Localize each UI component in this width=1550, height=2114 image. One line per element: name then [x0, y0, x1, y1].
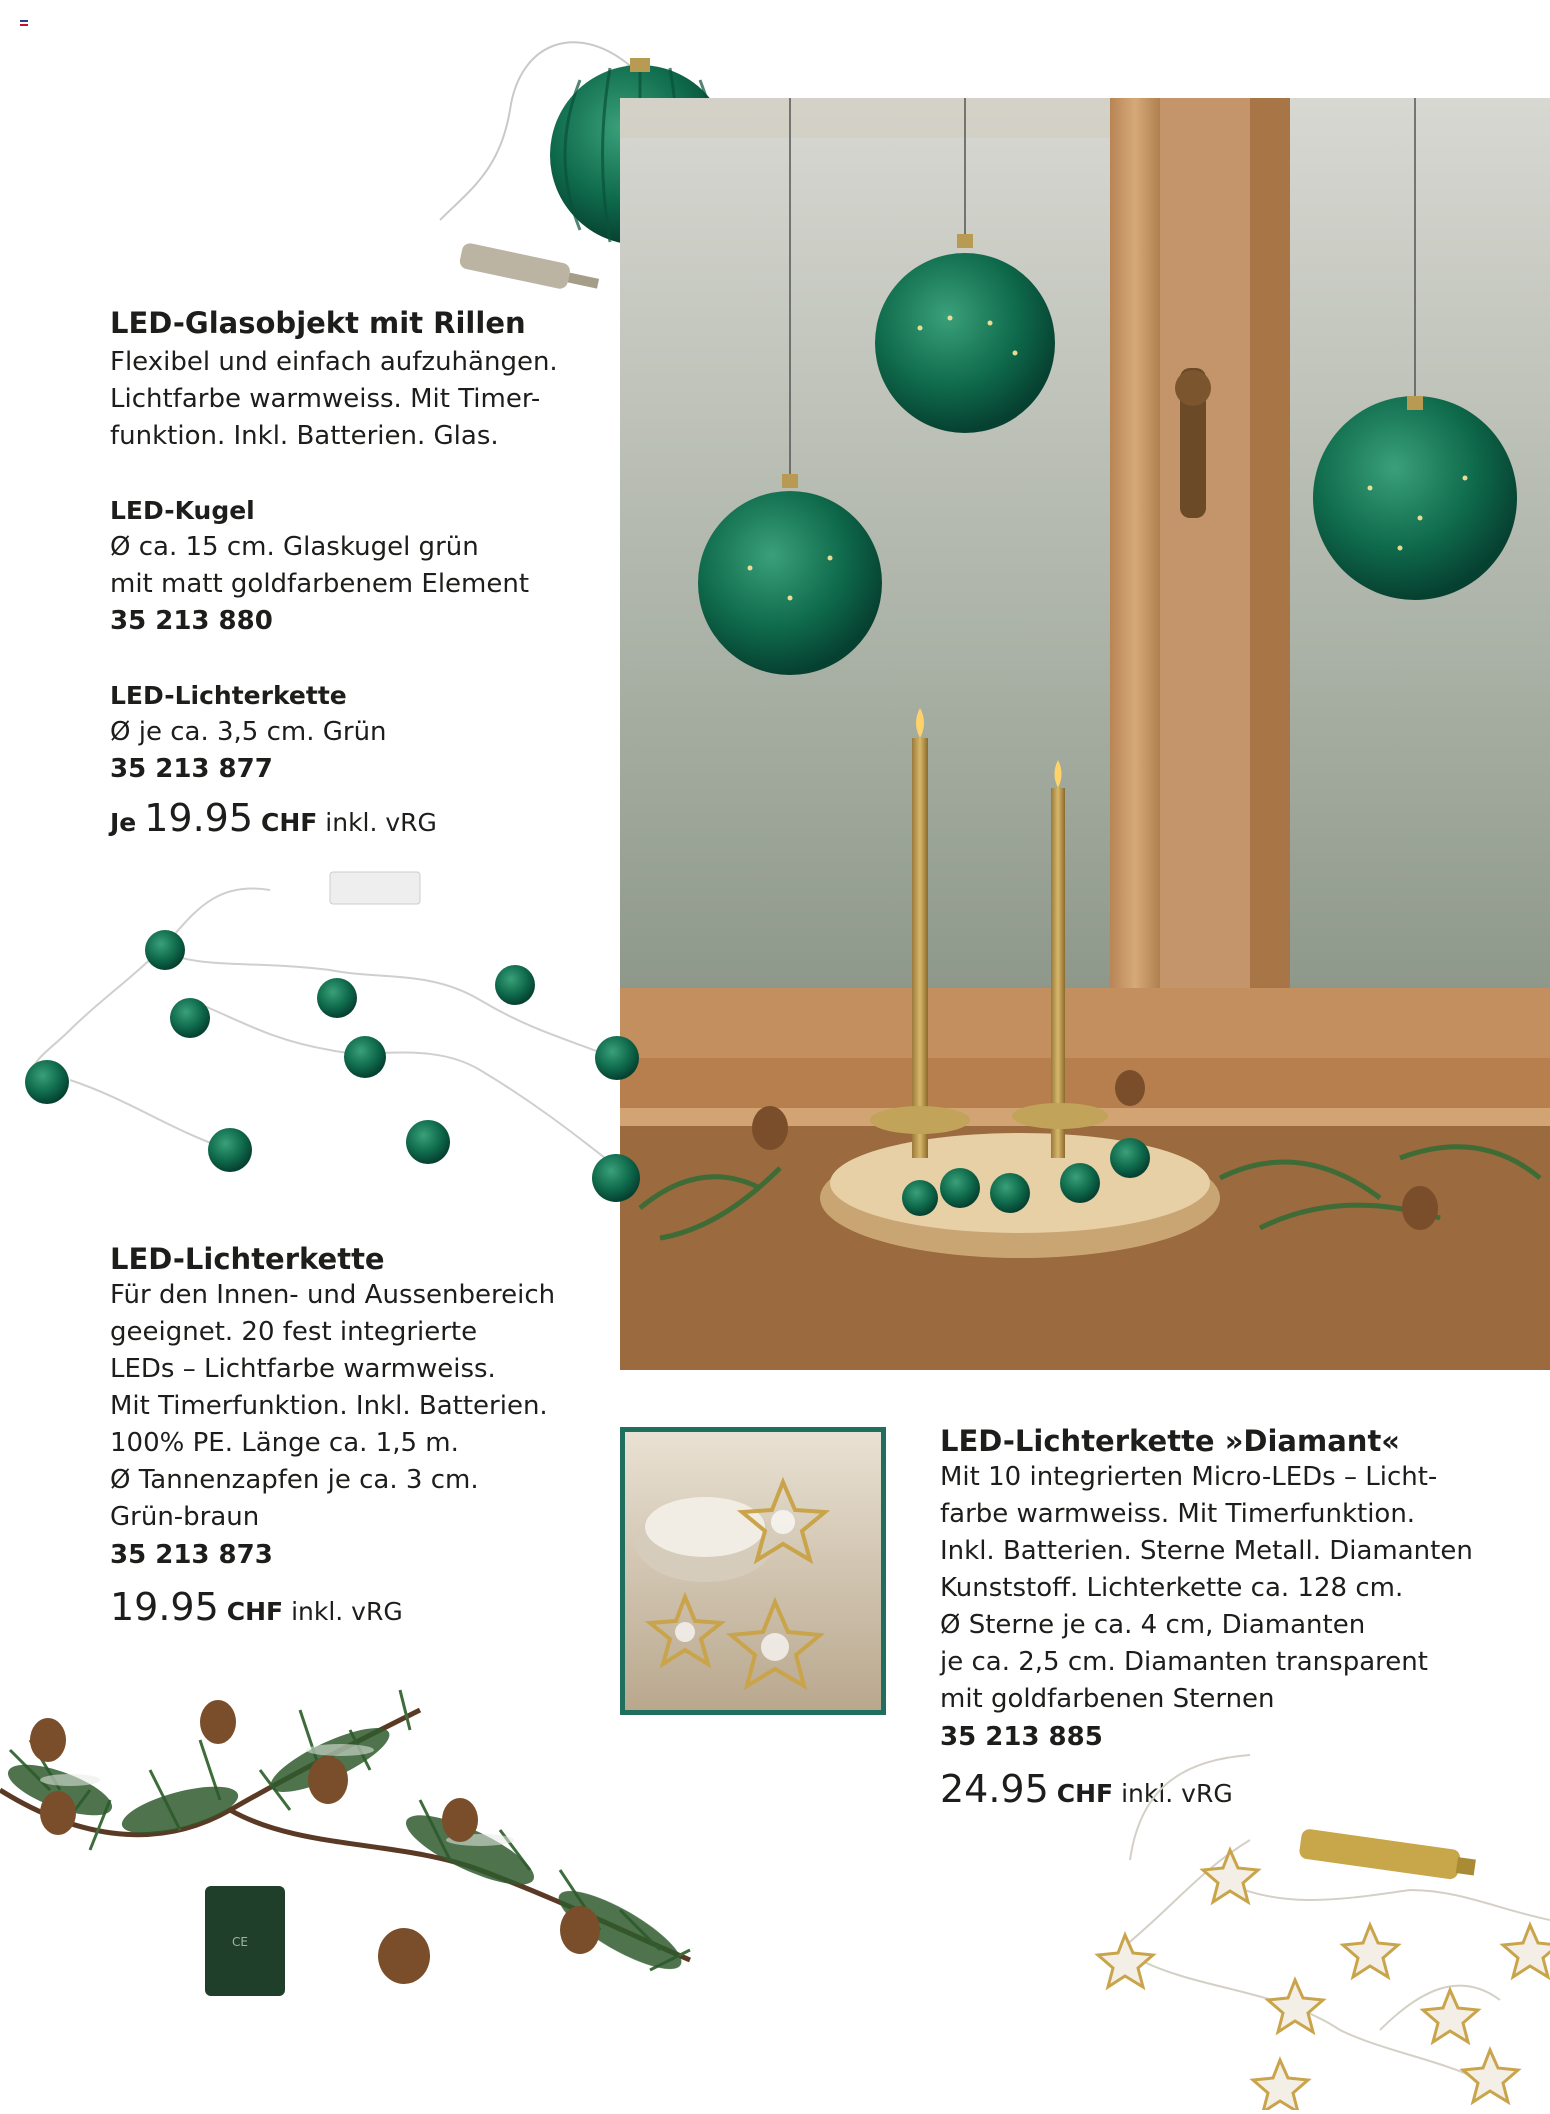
product3-title: LED-Lichterkette »Diamant«: [940, 1424, 1401, 1458]
product2-description-line: Für den Innen- und Aussenbereich: [110, 1280, 556, 1310]
product2-title: LED-Lichterkette: [110, 1242, 385, 1276]
product2-description-line: Ø Tannenzapfen je ca. 3 cm.: [110, 1465, 479, 1495]
product1-variant2-art-no: 35 213 877: [110, 754, 273, 784]
product2-description-line: LEDs – Lichtfarbe warmweiss.: [110, 1354, 496, 1384]
product1-price-currency: CHF: [260, 808, 318, 837]
product3-description-line: Mit 10 integrierten Micro-LEDs – Licht-: [940, 1462, 1438, 1492]
pine-garland-product-image: [0, 1650, 720, 2020]
star-lights-product-image: [1080, 1740, 1550, 2110]
product1-variant1-details: [110, 529, 529, 603]
product2-price-value: 19.95: [110, 1585, 219, 1629]
product1-price: [110, 796, 437, 840]
product1-description: [110, 344, 558, 455]
product3-art-no: 35 213 885: [940, 1722, 1103, 1752]
product2-description: [110, 1277, 555, 1536]
product1-price-suffix: inkl. vRG: [325, 808, 437, 837]
product2-price-suffix: inkl. vRG: [291, 1597, 403, 1626]
product3-description-line: Inkl. Batterien. Sterne Metall. Diamanten: [940, 1536, 1473, 1566]
product1-variant2-name: LED-Lichterkette: [110, 681, 347, 710]
led-string-lights-product-image: [10, 860, 650, 1220]
diamond-lights-inset-image: [620, 1427, 886, 1715]
product2-art-no: 35 213 873: [110, 1540, 273, 1570]
window-scene-photo: [620, 98, 1550, 1370]
product1-title: LED-Glasobjekt mit Rillen: [110, 306, 526, 340]
product1-variant1-line: mit matt goldfarbenem Element: [110, 569, 530, 599]
product1-description-line: Flexibel und einfach aufzuhängen.: [110, 347, 558, 377]
product1-variant2-line: Ø je ca. 3,5 cm. Grün: [110, 717, 387, 747]
product3-description: [940, 1459, 1473, 1718]
product1-variant1-name: LED-Kugel: [110, 496, 255, 525]
product3-price-suffix: inkl. vRG: [1121, 1779, 1233, 1808]
product1-variant1-line: Ø ca. 15 cm. Glaskugel grün: [110, 532, 479, 562]
product1-variant2-details: [110, 714, 387, 751]
product1-description-line: Lichtfarbe warmweiss. Mit Timer-: [110, 384, 541, 414]
product1-price-value: 19.95: [144, 796, 254, 840]
flag-mark: [20, 20, 28, 26]
product2-price-currency: CHF: [226, 1597, 284, 1626]
product1-variant1-art-no: 35 213 880: [110, 606, 273, 636]
product3-description-line: farbe warmweiss. Mit Timerfunktion.: [940, 1499, 1416, 1529]
product2-description-line: Grün-braun: [110, 1502, 260, 1532]
product1-description-line: funktion. Inkl. Batterien. Glas.: [110, 421, 499, 451]
product2-description-line: Mit Timerfunktion. Inkl. Batterien.: [110, 1391, 548, 1421]
product1-price-prefix: Je: [110, 808, 137, 837]
product3-description-line: Kunststoff. Lichterkette ca. 128 cm.: [940, 1573, 1404, 1603]
product3-price-value: 24.95: [940, 1767, 1049, 1811]
product2-price: [110, 1585, 403, 1629]
product2-description-line: 100% PE. Länge ca. 1,5 m.: [110, 1428, 459, 1458]
product3-description-line: mit goldfarbenen Sternen: [940, 1684, 1275, 1714]
product2-description-line: geeignet. 20 fest integrierte: [110, 1317, 478, 1347]
svg-text:CE: CE: [232, 1935, 248, 1949]
product3-description-line: Ø Sterne je ca. 4 cm, Diamanten: [940, 1610, 1366, 1640]
product3-description-line: je ca. 2,5 cm. Diamanten transparent: [940, 1647, 1428, 1677]
product3-price-currency: CHF: [1056, 1779, 1114, 1808]
